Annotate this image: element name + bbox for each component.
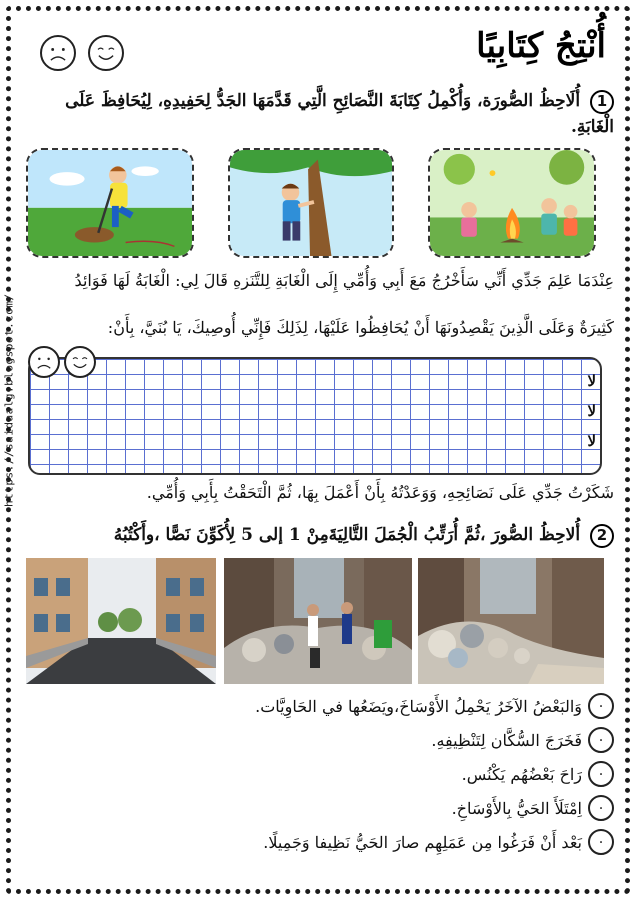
grid-mark-2: لا xyxy=(587,402,596,420)
order-circle[interactable]: ٠ xyxy=(588,829,614,855)
q1-instruction xyxy=(22,88,614,114)
grid-mark-3: لا xyxy=(587,432,596,450)
q1-text-line2: الْغَابَةِ. xyxy=(570,117,614,137)
photo-clean-street xyxy=(26,558,216,684)
sentence-item-3[interactable] xyxy=(462,760,614,788)
q1-number-badge: 1 xyxy=(590,90,614,114)
sad-face-icon xyxy=(40,35,76,71)
q2-instruction xyxy=(114,522,614,548)
order-circle[interactable]: ٠ xyxy=(588,761,614,787)
story-closing: شَكَرْتُ جَدِّي عَلَى نَصَائِحِهِ، وَوَعَدْتُهُ بِأَنْ أَعْمَلَ بِهَا، ثُمَّ الْتَحَقْتُ بِأَبِي وَأُمِّي. xyxy=(146,483,614,502)
picture-digging-boy xyxy=(26,148,194,258)
q2-text: أُلاحِظُ الصُّورَ ،ثُمَّ أُرَتِّبُ الْجُمَلَ التَّالِيَةَمِنْ 1 إلى 5 لِأُكَوِّنَ نَصًّا ،وأَكْتُبُهُ xyxy=(113,525,581,545)
sentence-item-2[interactable] xyxy=(431,726,614,754)
story-line-1: عِنْدَمَا عَلِمَ جَدِّي أَنِّي سَأَخْرُجُ مَعَ أَبِي وَأُمِّي إِلَى الْغَابَةِ لِلتَّنَزهِ قَالَ لِي: الْغَابَةُ لَهَا فَوَائِدُ xyxy=(74,271,614,290)
page-title: أُنْتِجُ كِتَابِيًا xyxy=(476,26,606,66)
order-circle[interactable]: ٠ xyxy=(588,795,614,821)
writing-grid[interactable] xyxy=(28,357,602,475)
q1-text-line1: أُلَاحِظُ الصُّورَة، وَأُكْمِلُ كِتَابَةَ النَّصَائِحِ الَّتِي قَدَّمَهَا الجَدُّ لِحَفِيدِهِ، لِيُحَافِظَ عَلَى xyxy=(65,91,581,111)
sentence-text: رَاحَ بَعْضُهُم يَكْنُس. xyxy=(461,764,582,784)
side-url: https://saidaalg.blogspot.com/ xyxy=(2,293,16,507)
order-circle[interactable]: ٠ xyxy=(588,727,614,753)
photo-people-cleaning xyxy=(224,558,412,684)
sentence-text: فَخَرَجَ السُّكَّان لِتَنْظِيفِهِ. xyxy=(431,730,582,750)
happy-face-icon xyxy=(64,346,96,378)
sentence-item-5[interactable] xyxy=(263,828,614,856)
sentence-item-4[interactable] xyxy=(452,794,614,822)
photo-garbage-alley xyxy=(418,558,604,684)
happy-face-icon xyxy=(88,35,124,71)
sad-face-icon xyxy=(28,346,60,378)
picture-campfire-family xyxy=(428,148,596,258)
story-line-2: كَثِيرَةٌ وَعَلَى الَّذِينَ يَقْصِدُونَهَا أَنْ يُحَافِظُوا عَلَيْهَا، لِذَلِكَ فَإِنِّي أُوصِيكَ، يَا بُنَيَّ، بِأَنْ: xyxy=(107,318,614,337)
sentence-item-1[interactable] xyxy=(255,692,614,720)
grid-mark-1: لا xyxy=(587,372,596,390)
sentence-text: اِمْتَلَأَ الحَيُّ بِالأَوْسَاخِ. xyxy=(451,798,582,818)
q2-number-badge: 2 xyxy=(590,524,614,548)
picture-boy-tree xyxy=(228,148,394,258)
sentence-text: وَالبَعْضُ الآخَرُ يَحْمِلُ الأَوْسَاخَ،ويَضَعُها في الحَاوِيَّات. xyxy=(255,696,582,716)
sentence-text: بَعْد أَنْ فَرَغُوا مِن عَمَلِهِم صارَ الحَيُّ نَظِيفا وَجَمِيلًا. xyxy=(263,832,582,852)
order-circle[interactable]: ٠ xyxy=(588,693,614,719)
